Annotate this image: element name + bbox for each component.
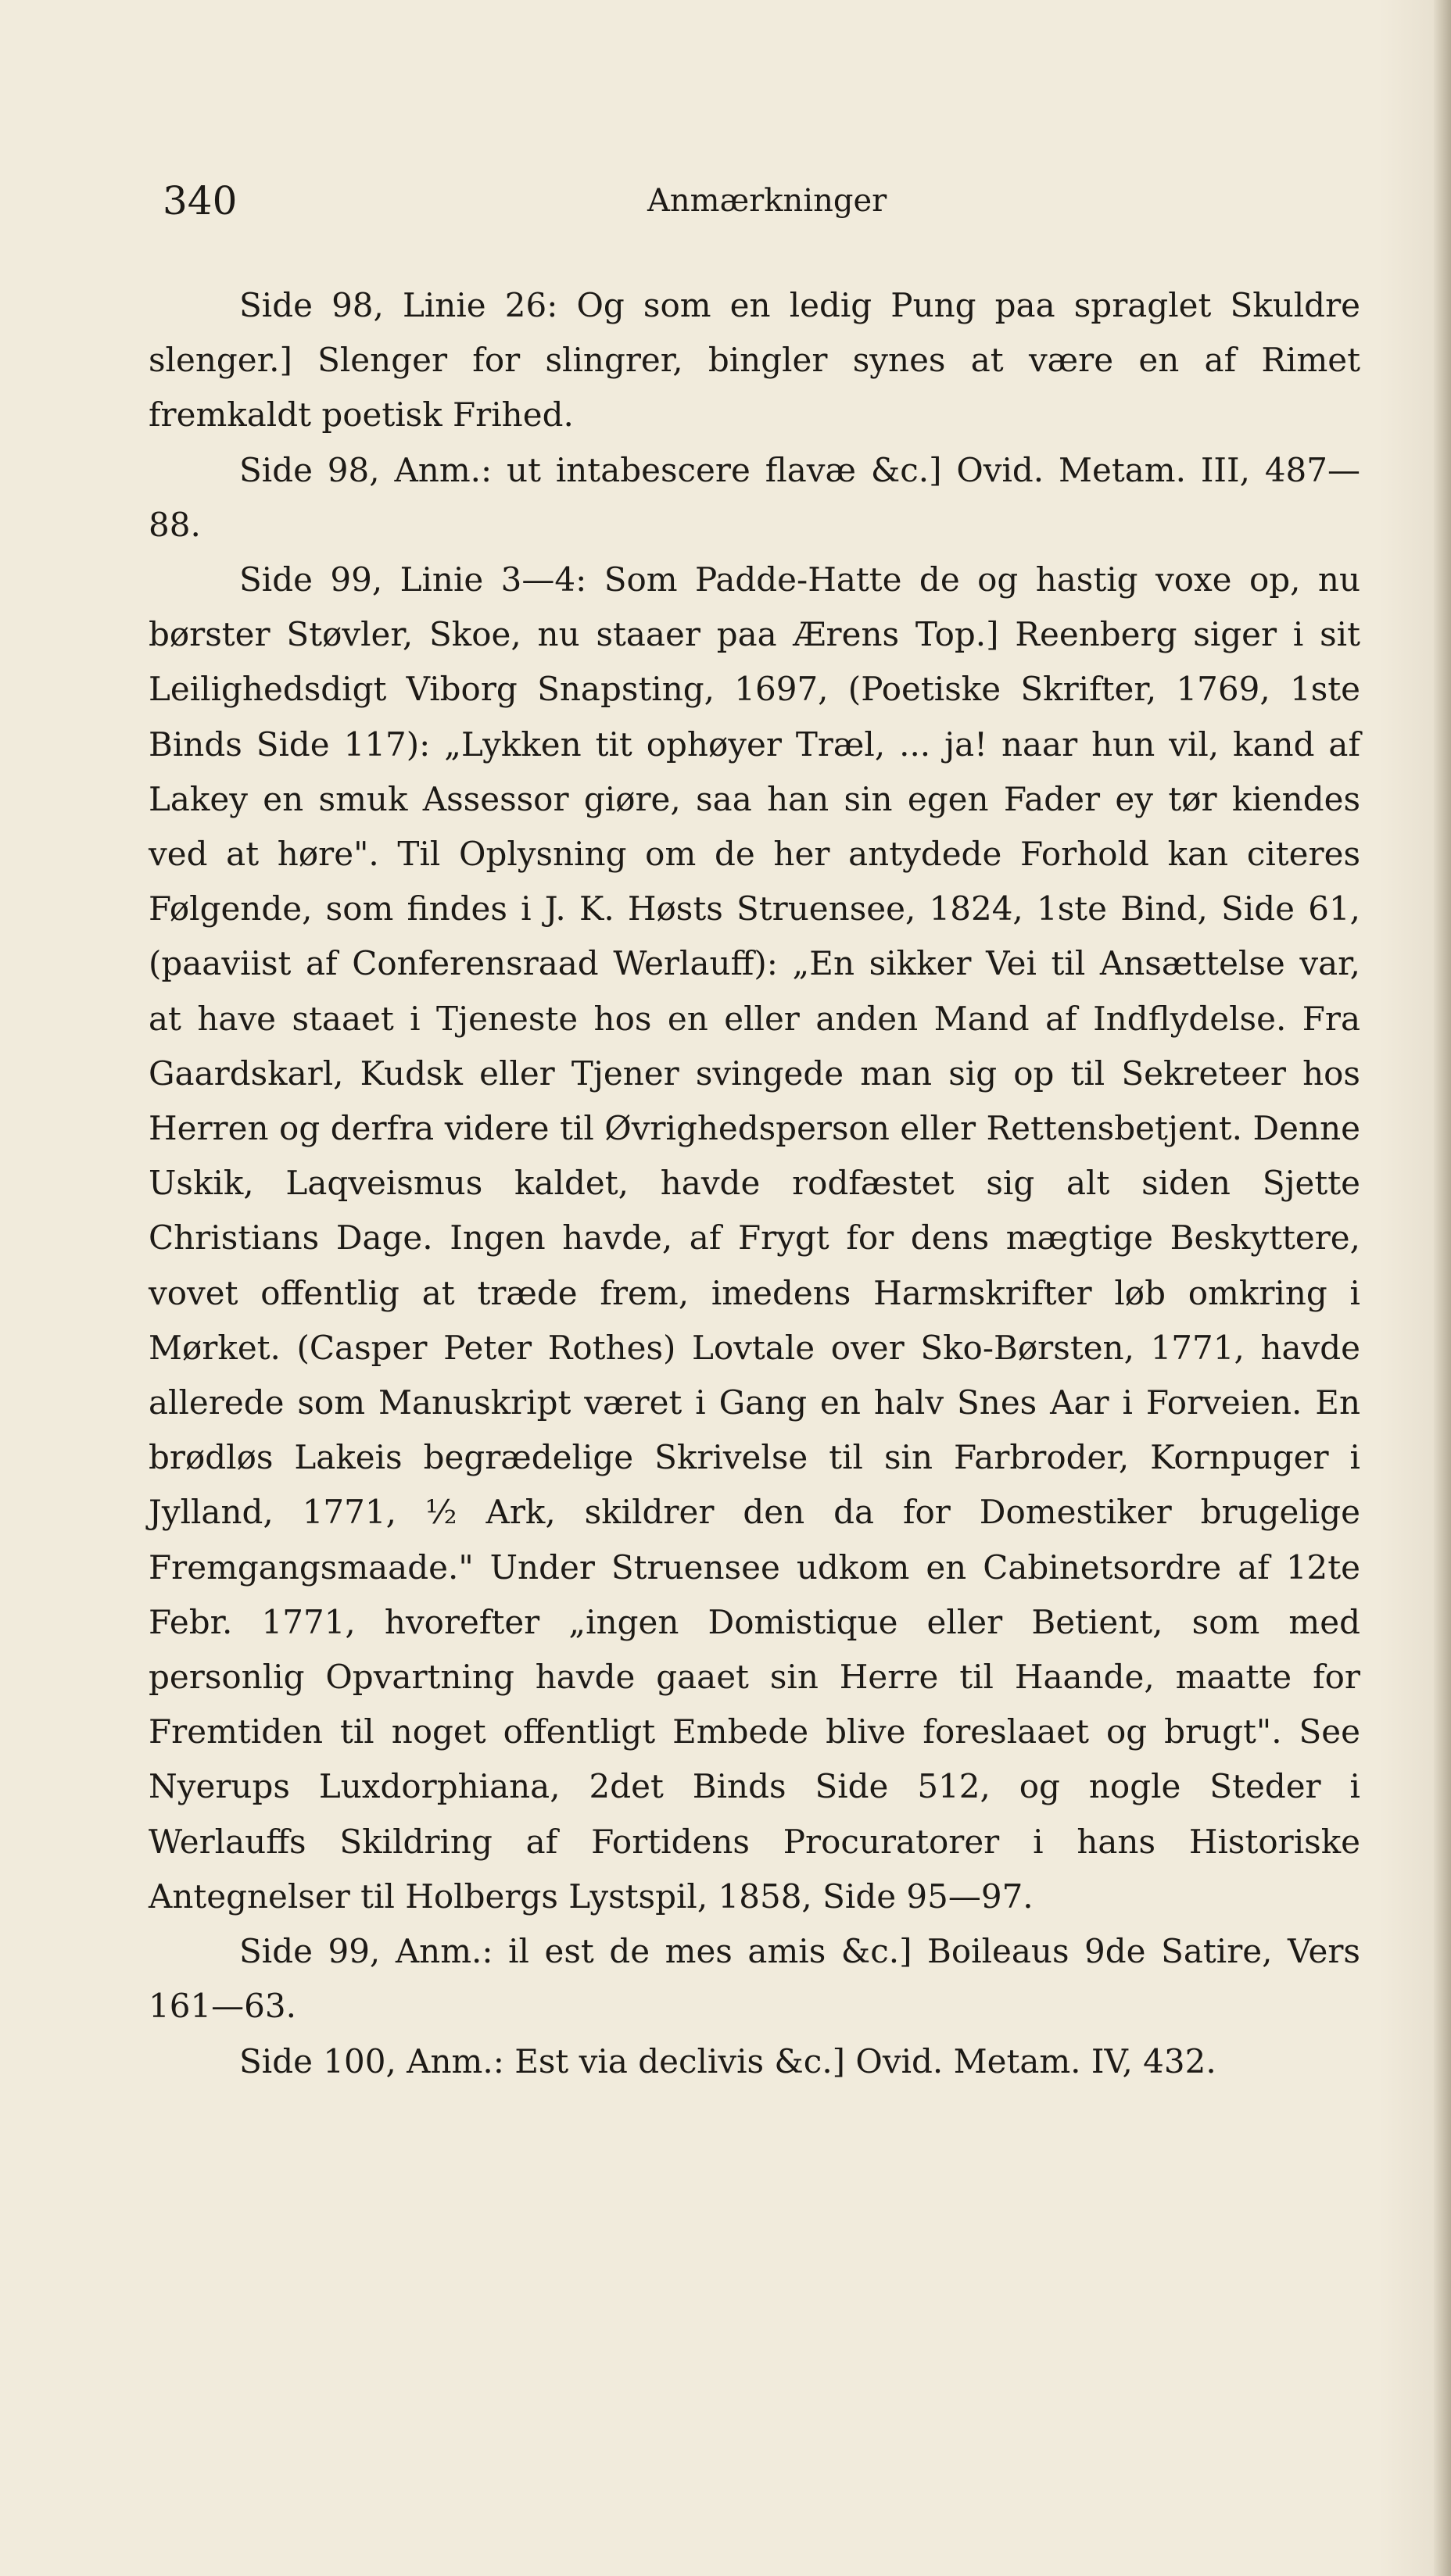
page-gutter-shadow [1379,0,1434,2576]
note-paragraph: Side 98, Linie 26: Og som en ledig Pung paa spraglet Skuldre slenger.] Slenger for slingrer, bingler synes at være en af Rimet fremkaldt poetisk Frihed. [149,286,1360,435]
note-paragraph: Side 99, Linie 3—4: Som Padde-Hatte de og hastig voxe op, nu børster Støvler, Skoe, nu staaer paa Ærens Top.] Reenberg siger i sit Leilighedsdigt Viborg Snapsting, 1697, (Poetiske Skrifter, 1769, 1ste Binds Side 117): „Lykken tit ophøyer Træl, ... ja! naar hun vil, kand af Lakey en smuk Assessor giøre, saa han sin egen Fader ey tør kiendes ved at høre". Til Oplysning om de her antydede Forhold kan citeres Følgende, som findes i J. K. Høsts Struensee, 1824, 1ste Bind, Side 61, (paaviist af Conferensraad Werlauff): „En sikker Vei til Ansættelse var, at have staaet i Tjeneste hos en eller anden Mand af Indflydelse. Fra Gaardskarl, Kudsk eller Tjener svingede man sig op til Sekreteer hos Herren og derfra videre til Øvrighedsperson eller Rettensbetjent. Denne Uskik, Laqveismus kaldet, havde rodfæstet sig alt siden Sjette Christians Dage. Ingen havde, af Frygt for dens mægtige Beskyttere, vovet offentlig at træde frem, imedens Harmskrifter løb omkring i Mørket. (Casper Peter Rothes) Lovtale over Sko-Børsten, 1771, havde allerede som Manuskript været i Gang en halv Snes Aar i Forveien. En brødløs Lakeis begrædelige Skrivelse til sin Farbroder, Kornpuger i Jylland, 1771, ½ Ark, skildrer den da for Domestiker brugelige Fremgangsmaade." Under Struensee udkom en Cabinetsordre af 12te Febr. 1771, hvorefter „ingen Domistique eller Betient, som med personlig Opvartning havde gaaet sin Herre til Haande, maatte for Fremtiden til noget offentligt Embede blive foreslaaet og brugt". See Nyerups Luxdorphiana, 2det Binds Side 512, og nogle Steder i Werlauffs Skildring af Fortidens Procuratorer i hans Historiske Antegnelser til Holbergs Lystspil, 1858, Side 95—97. [149,560,1360,1916]
note-paragraph: Side 99, Anm.: il est de mes amis &c.] Boileaus 9de Satire, Vers 161—63. [149,1932,1360,2026]
note-paragraph: Side 98, Anm.: ut intabescere flavæ &c.] Ovid. Metam. III, 487—88. [149,450,1360,544]
running-head: Anmærkninger [647,183,887,219]
page-number: 340 [163,178,238,224]
page-header [163,174,1273,228]
page-edge [1434,0,1451,2576]
notes-body [149,278,1360,2089]
note-paragraph: Side 100, Anm.: Est via declivis &c.] Ovid. Metam. IV, 432. [239,2041,1216,2080]
